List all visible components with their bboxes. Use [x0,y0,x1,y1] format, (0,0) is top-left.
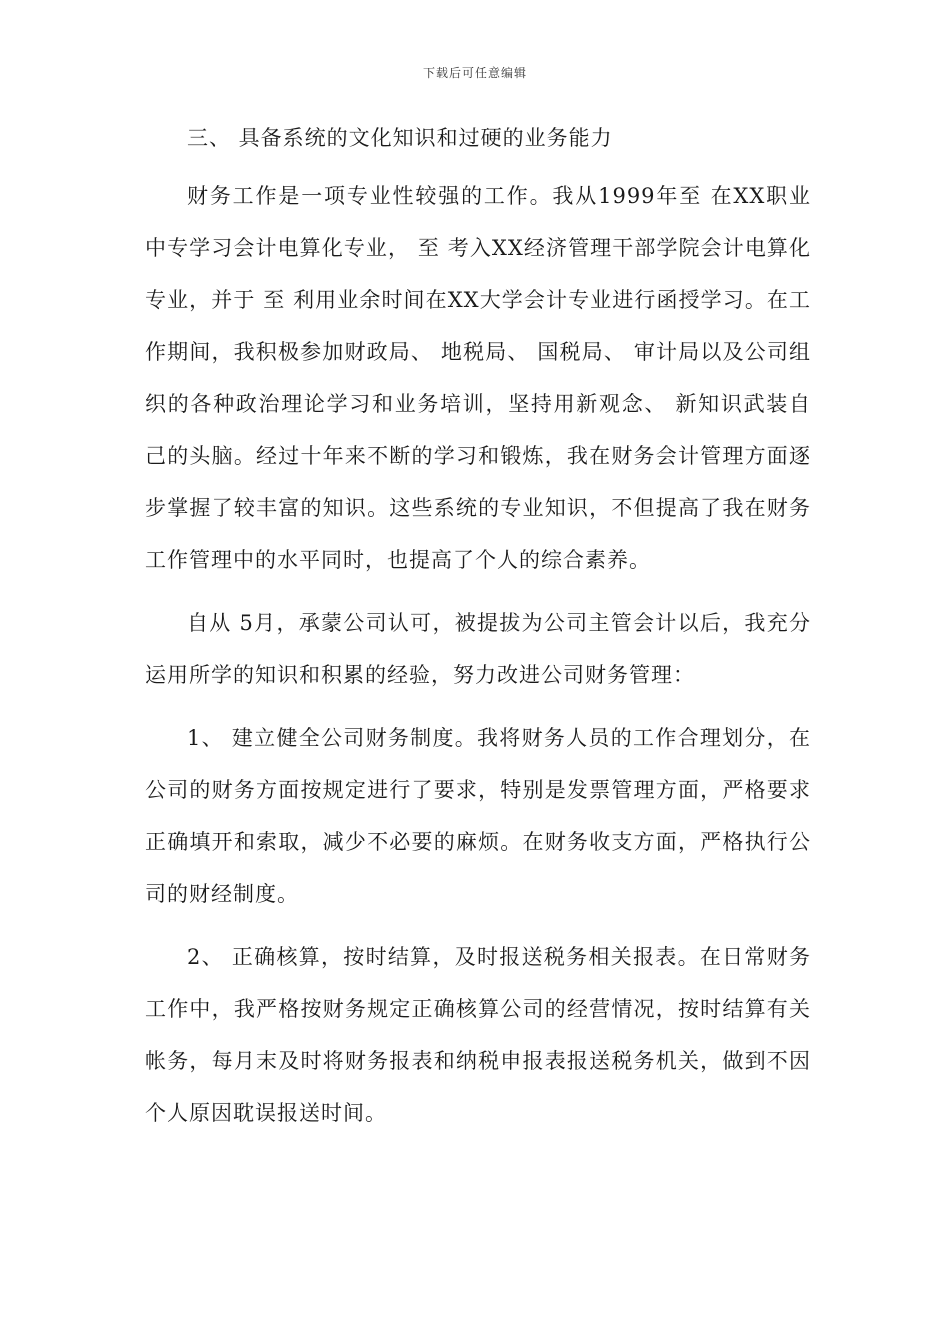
paragraph-promotion: 自从 5月，承蒙公司认可，被提拔为公司主管会计以后，我充分运用所学的知识和积累的经验，努力改进公司财务管理： [145,611,811,687]
paragraph-item-1: 1、 建立健全公司财务制度。我将财务人员的工作合理划分，在公司的财务方面按规定进行了要求，特别是发票管理方面，严格要求正确填开和索取，减少不必要的麻烦。在财务收支方面，严格执行公司的财经制度。 [145,726,811,906]
section-heading: 三、 具备系统的文化知识和过硬的业务能力 [187,126,613,150]
document-body [145,118,811,1150]
paragraph-item-2: 2、 正确核算，按时结算，及时报送税务相关报表。在日常财务工作中，我严格按财务规定正确核算公司的经营情况，按时结算有关帐务，每月末及时将财务报表和纳税申报表报送税务机关，做到不因个人原因耽误报送时间。 [145,945,811,1125]
paragraph-education: 财务工作是一项专业性较强的工作。我从1999年至 在XX职业中专学习会计电算化专业， 至 考入XX经济管理干部学院会计电算化专业，并于 至 利用业余时间在XX大学会计专业进行函授学习。在工作期间，我积极参加财政局、 地税局、 国税局、 审计局以及公司组织的各种政治理论学习和业务培训，坚持用新观念、 新知识武装自己的头脑。经过十年来不断的学习和锻炼，我在财务会计管理方面逐步掌握了较丰富的知识。这些系统的专业知识，不但提高了我在财务工作管理中的水平同时，也提高了个人的综合素养。 [145,184,811,572]
page-header-note: 下载后可任意编辑 [422,66,527,80]
